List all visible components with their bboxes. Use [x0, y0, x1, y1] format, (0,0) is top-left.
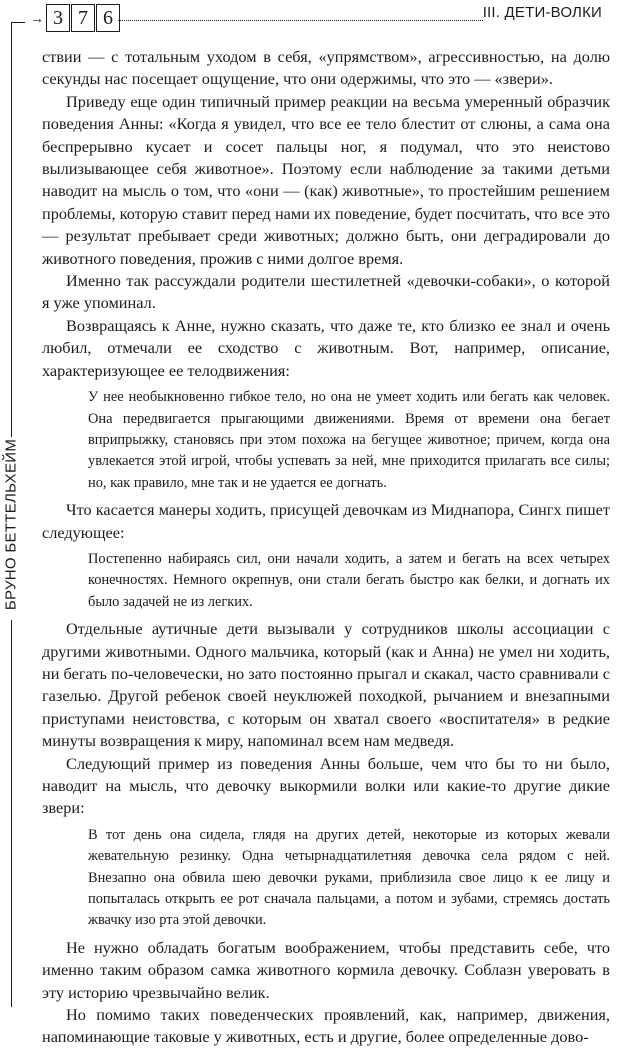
side-margin [0, 0, 30, 1007]
paragraph: Отдельные аутичные дети вызывали у сотрудников школы ассоциации с другими животными. Одного мальчика, который (как и Анна) не умел ни ходить, ни бегать по-человечески, но зато постоянно прыгал и скакал, часто сравнивали с газелью. Другой ребенок своей неуклюжей походкой, рычанием и внезапными приступами неистовства, с которым он хватал своего «воспитателя» в редкие минуты возвращения к миру, напоминал всем нам медведя. [42, 619, 610, 751]
side-rule-bottom [11, 620, 12, 1007]
block-quote: В тот день она сидела, глядя на других детей, некоторые из которых жевали жевательную резинку. Одна четырнадцатилетняя девочка села рядом с ней. Внезапно она обвила шею девочки руками, приблизила свое лицо к ее лицу и попыталась открыть ее рот сначала пальцами, а потом и зубами, стремясь достать жвачку изо рта этой девочки. [88, 826, 610, 929]
author-name: БРУНО БЕТТЕЛЬХЕЙМ [2, 438, 20, 611]
paragraph: Именно так рассуждали родители шестилетней «девочки-собаки», о которой я уже упоминал. [42, 271, 610, 313]
page-digit-box: 7 [71, 4, 95, 32]
side-rule-top [11, 22, 12, 437]
paragraph: Следующий пример из поведения Анны больше, чем что бы то ни было, наводит на мысль, что девочку выкормили волки или какие-то другие дикие звери: [42, 753, 610, 818]
block-quote: У нее необыкновенно гибкое тело, но она не умеет ходить или бегать как человек. Она передвигается прыгающими движениями. Время от времени она бегает вприпрыжку, становясь при этом похожа на бегущее животное; причем, когда она увлекается этой игрой, чтобы успевать за ней, мне приходится прилагать все силы; но, как правило, мне так и не удается ее догнать. [88, 389, 610, 491]
running-head: III. ДЕТИ-ВОЛКИ [482, 4, 602, 21]
page-body [42, 46, 610, 1049]
page-digit-box: 6 [96, 4, 120, 32]
paragraph: Возвращаясь к Анне, нужно сказать, что даже те, кто близко ее знал и очень любил, отмечали ее сходство с животным. Вот, например, описание, характеризующее ее телодвижения: [42, 315, 610, 380]
paragraph: Что касается манеры ходить, присущей девочкам из Миднапора, Сингх пишет следующее: [42, 500, 610, 542]
paragraph: Не нужно обладать богатым воображением, чтобы представить себе, что именно таким образом самка животного кормила девочку. Соблазн уверовать в эту историю чрезвычайно велик. [42, 937, 610, 1002]
paragraph: Но помимо таких поведенческих проявлений, как, например, движения, напоминающие таковые у животных, есть и другие, более определенные дово- [42, 1005, 610, 1047]
paragraph: Приведу еще один типичный пример реакции на весьма умеренный образчик поведения Анны: «Когда я увидел, что все ее тело блестит от слюны, а сама она беспрерывно кусает и сосет пальцы ног, я подумал, что это неистово вылизывающее себя животное». Поэтому если наблюдение за такими детьми наводит на мысль о том, что «они — (как) животные», то простейшим решением проблемы, которую ставит перед нами их поведение, будет посчитать, что все это — результат пребывает среди животных; должно быть, они деградировали до животного поведения, прожив с ними долгое время. [42, 91, 610, 268]
header-rule [118, 20, 483, 21]
page-number [30, 4, 121, 32]
block-quote: Постепенно набираясь сил, они начали ходить, а затем и бегать на всех четырех конечностях. Немного окрепнув, они стали бегать быстро как белки, и догнать их было задачей не из легких. [88, 550, 610, 610]
arrow-icon: → [30, 10, 44, 26]
paragraph: ствии — с тотальным уходом в себя, «упрямством», агрессивностью, на долю секунды нас посещает ощущение, что они одержимы, что это — «звери». [42, 47, 610, 89]
page-digit-box: 3 [46, 4, 70, 32]
page-header [0, 0, 620, 40]
